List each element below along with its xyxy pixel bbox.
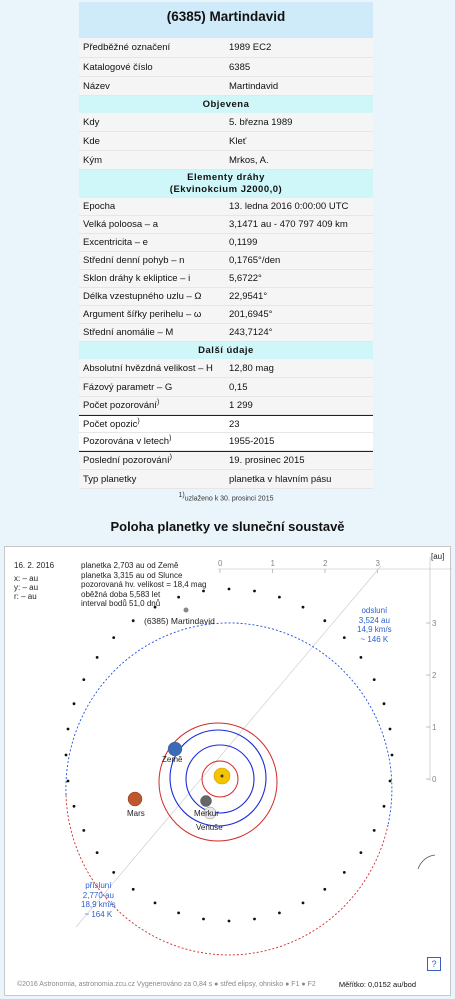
infobox-row [79, 288, 373, 306]
map-date: 16. 2. 2016 [14, 561, 55, 570]
asteroid-interval-dot [391, 754, 394, 757]
map-info-block [81, 561, 206, 609]
row-value: 1989 EC2 [229, 42, 272, 53]
row-label: Kde [83, 135, 100, 147]
sun-center-dot [221, 775, 224, 778]
infobox-title: (6385) Martindavid [79, 2, 373, 38]
info-line: pozorovaná hv. velikost = 18,4 mag [81, 580, 207, 589]
top-axis-tick-label: 1 [270, 559, 275, 568]
footnote-text: uzlaženo k 30. prosinci 2015 [184, 495, 274, 503]
asteroid-interval-dot [360, 851, 363, 854]
row-label: Název [83, 80, 110, 92]
infobox-row [79, 77, 373, 96]
mercury-label: Merkur [194, 809, 219, 818]
asteroid-interval-dot [67, 780, 70, 783]
top-axis-tick-label: 0 [218, 559, 223, 568]
infobox-row [79, 38, 373, 58]
asteroid-interval-dot [82, 678, 85, 681]
asteroid-interval-dot [202, 918, 205, 921]
mercury-icon [201, 796, 212, 807]
row-value: 22,9541° [229, 291, 268, 302]
infobox-row [79, 132, 373, 151]
infobox-row [79, 415, 373, 433]
coord-r: r: – au [14, 592, 37, 601]
infobox-row [79, 397, 373, 415]
row-value: 243,7124° [229, 327, 273, 338]
row-value: planetka v hlavním pásu [229, 473, 332, 485]
orbit-header-line1: Elementy dráhy [187, 172, 265, 183]
asteroid-interval-dot [132, 888, 135, 891]
row-value: 201,6945° [229, 309, 273, 320]
asteroid-interval-dot [389, 780, 392, 783]
asteroid-interval-dot [323, 619, 326, 622]
asteroid-interval-dot [73, 805, 76, 808]
asteroid-interval-dot [253, 590, 256, 593]
row-value: 5,6722° [229, 273, 262, 284]
footnote-mark: ) [169, 454, 172, 462]
perihelion-label [81, 881, 116, 919]
info-line: oběžná doba 5,583 let [81, 589, 161, 599]
row-label: Počet pozorování) [83, 399, 160, 412]
infobox-row [79, 324, 373, 342]
row-value: 0,1199 [229, 237, 258, 248]
row-label: Počet opozic) [83, 417, 140, 431]
coord-y: y: – au [14, 583, 39, 592]
earth-label: Země [162, 755, 183, 764]
row-label: Pozorována v letech) [83, 435, 172, 448]
right-axis-tick-label: 3 [432, 619, 437, 628]
help-button[interactable]: ? [427, 957, 441, 971]
aphelion-label [357, 606, 392, 644]
top-axis-tick-label: 3 [375, 559, 380, 568]
asteroid-interval-dot [177, 912, 180, 915]
asteroid-interval-dot [253, 918, 256, 921]
right-axis-tick-label: 1 [432, 723, 437, 732]
info-line: planetka 2,703 au od Země [81, 561, 179, 570]
asteroid-interval-dot [323, 888, 326, 891]
footnote-mark: 1) [178, 492, 185, 499]
row-label: Excentricita – e [83, 237, 148, 248]
asteroid-interval-dot [154, 902, 157, 905]
asteroid-interval-dot [278, 596, 281, 599]
infobox-row [79, 198, 373, 216]
asteroid-interval-dot [383, 702, 386, 705]
infobox-row [79, 58, 373, 77]
solar-system-map[interactable] [4, 546, 451, 996]
mars-label: Mars [127, 809, 145, 818]
infobox-row [79, 306, 373, 324]
map-scale: Měřítko: 0,0152 au/bod [338, 980, 416, 989]
row-label: Typ planetky [83, 473, 137, 485]
row-value: 12,80 mag [229, 362, 274, 374]
asteroid-interval-dot [302, 606, 305, 609]
row-label: Velká poloosa – a [83, 219, 159, 230]
asteroid-interval-dot [389, 728, 392, 731]
infobox-row [79, 151, 373, 170]
asteroid-interval-dot [82, 829, 85, 832]
row-value: Martindavid [229, 80, 279, 92]
aphelion-line: odsluní [361, 606, 388, 615]
infobox-row [79, 451, 373, 470]
row-value: 0,15 [229, 381, 248, 393]
row-label: Sklon dráhy k ekliptice – i [83, 273, 191, 284]
orbit-header-line2: (Ekvinokcium J2000,0) [169, 184, 283, 195]
asteroid-label: (6385) Martindavid [144, 616, 215, 626]
row-label: Délka vzestupného uzlu – Ω [83, 291, 202, 302]
earth-icon [168, 742, 182, 756]
row-value: 13. ledna 2016 0:00:00 UTC [229, 201, 349, 212]
infobox-row [79, 234, 373, 252]
asteroid-interval-dot [383, 805, 386, 808]
mars-icon [128, 792, 142, 806]
right-axis-tick-label: 2 [432, 671, 437, 680]
right-axis-tick-label: 0 [432, 775, 437, 784]
row-label: Absolutní hvězdná velikost – H [83, 362, 213, 374]
row-value: Mrkos, A. [229, 154, 269, 166]
row-label: Kým [83, 154, 102, 166]
asteroid-interval-dot [343, 636, 346, 639]
asteroid-interval-dot [112, 636, 115, 639]
perihelion-line: přísluní [85, 881, 112, 890]
discovery-header: Objevena [79, 96, 373, 113]
other-data-header: Další údaje [79, 342, 373, 359]
row-label: Střední anomálie – M [83, 327, 174, 338]
aphelion-line: 14,9 km/s [357, 625, 392, 634]
row-label: Předběžné označení [83, 42, 171, 53]
row-label: Kdy [83, 116, 100, 128]
asteroid-interval-dot [228, 920, 231, 923]
footnote-mark: ) [169, 435, 172, 443]
row-label: Fázový parametr – G [83, 381, 173, 393]
infobox-row [79, 378, 373, 397]
row-label: Katalogové číslo [83, 61, 153, 73]
aphelion-line: ~ 146 K [360, 634, 389, 644]
perihelion-line: 18,9 km/s [81, 900, 116, 909]
footnote-mark: ) [156, 399, 160, 407]
infobox-row [79, 252, 373, 270]
row-value: 23 [229, 418, 240, 430]
coord-x: x: – au [14, 574, 39, 583]
asteroid-interval-dot [343, 871, 346, 874]
asteroid-interval-dot [132, 619, 135, 622]
asteroid-interval-dot [302, 902, 305, 905]
asteroid-infobox [79, 2, 373, 503]
info-line: interval bodů 51,0 dnů [81, 599, 161, 608]
asteroid-interval-dot [228, 588, 231, 591]
row-value: 19. prosinec 2015 [229, 455, 305, 466]
row-label: Střední denní pohyb – n [83, 255, 185, 266]
asteroid-interval-dot [373, 829, 376, 832]
infobox-row [79, 270, 373, 288]
row-value: 3,1471 au - 470 797 409 km [229, 219, 348, 230]
aphelion-line: 3,524 au [358, 615, 390, 625]
info-line: planetka 3,315 au od Slunce [81, 570, 183, 580]
asteroid-interval-dot [96, 851, 99, 854]
perihelion-line: 2,770 au [82, 890, 114, 900]
row-label: Epocha [83, 201, 116, 212]
row-value: 6385 [229, 61, 251, 73]
map-footer: ©2016 Astronomia, astronomia.zcu.cz Vygenerováno za 0,84 s ● střed elipsy, ohnisko ● F1 ● F2 [17, 981, 316, 988]
footnote-mark: ) [137, 417, 140, 425]
asteroid-interval-dot [96, 656, 99, 659]
asteroid-interval-dot [67, 728, 70, 731]
infobox-row [79, 470, 373, 489]
asteroid-interval-dot [65, 754, 68, 757]
row-label: Argument šířky perihelu – ω [83, 309, 202, 320]
asteroid-interval-dot [278, 912, 281, 915]
venus-label: Venuše [196, 823, 223, 832]
infobox-row [79, 433, 373, 451]
asteroid-orbit-near-side [66, 795, 388, 955]
infobox-footnote [79, 489, 373, 503]
row-value: 5. března 1989 [229, 116, 293, 128]
infobox-row [79, 359, 373, 378]
top-axis-tick-label: 2 [323, 559, 328, 568]
perihelion-line: ~ 164 K [84, 909, 113, 919]
asteroid-interval-dot [360, 656, 363, 659]
asteroid-interval-dot [73, 702, 76, 705]
map-title: Poloha planetky ve sluneční soustavě [110, 519, 345, 534]
asteroid-interval-dot [112, 871, 115, 874]
row-value: 0,1765°/den [229, 255, 281, 266]
top-axis [218, 557, 452, 784]
row-value: Kleť [229, 135, 247, 147]
row-value: 1 299 [229, 400, 253, 411]
corner-arc [418, 855, 435, 869]
orbit-elements-header [79, 170, 373, 198]
infobox-row [79, 113, 373, 132]
row-value: 1955-2015 [229, 436, 275, 447]
row-label: Poslední pozorování) [83, 454, 172, 467]
asteroid-interval-dot [373, 678, 376, 681]
axis-unit: [au] [431, 552, 445, 561]
infobox-row [79, 216, 373, 234]
